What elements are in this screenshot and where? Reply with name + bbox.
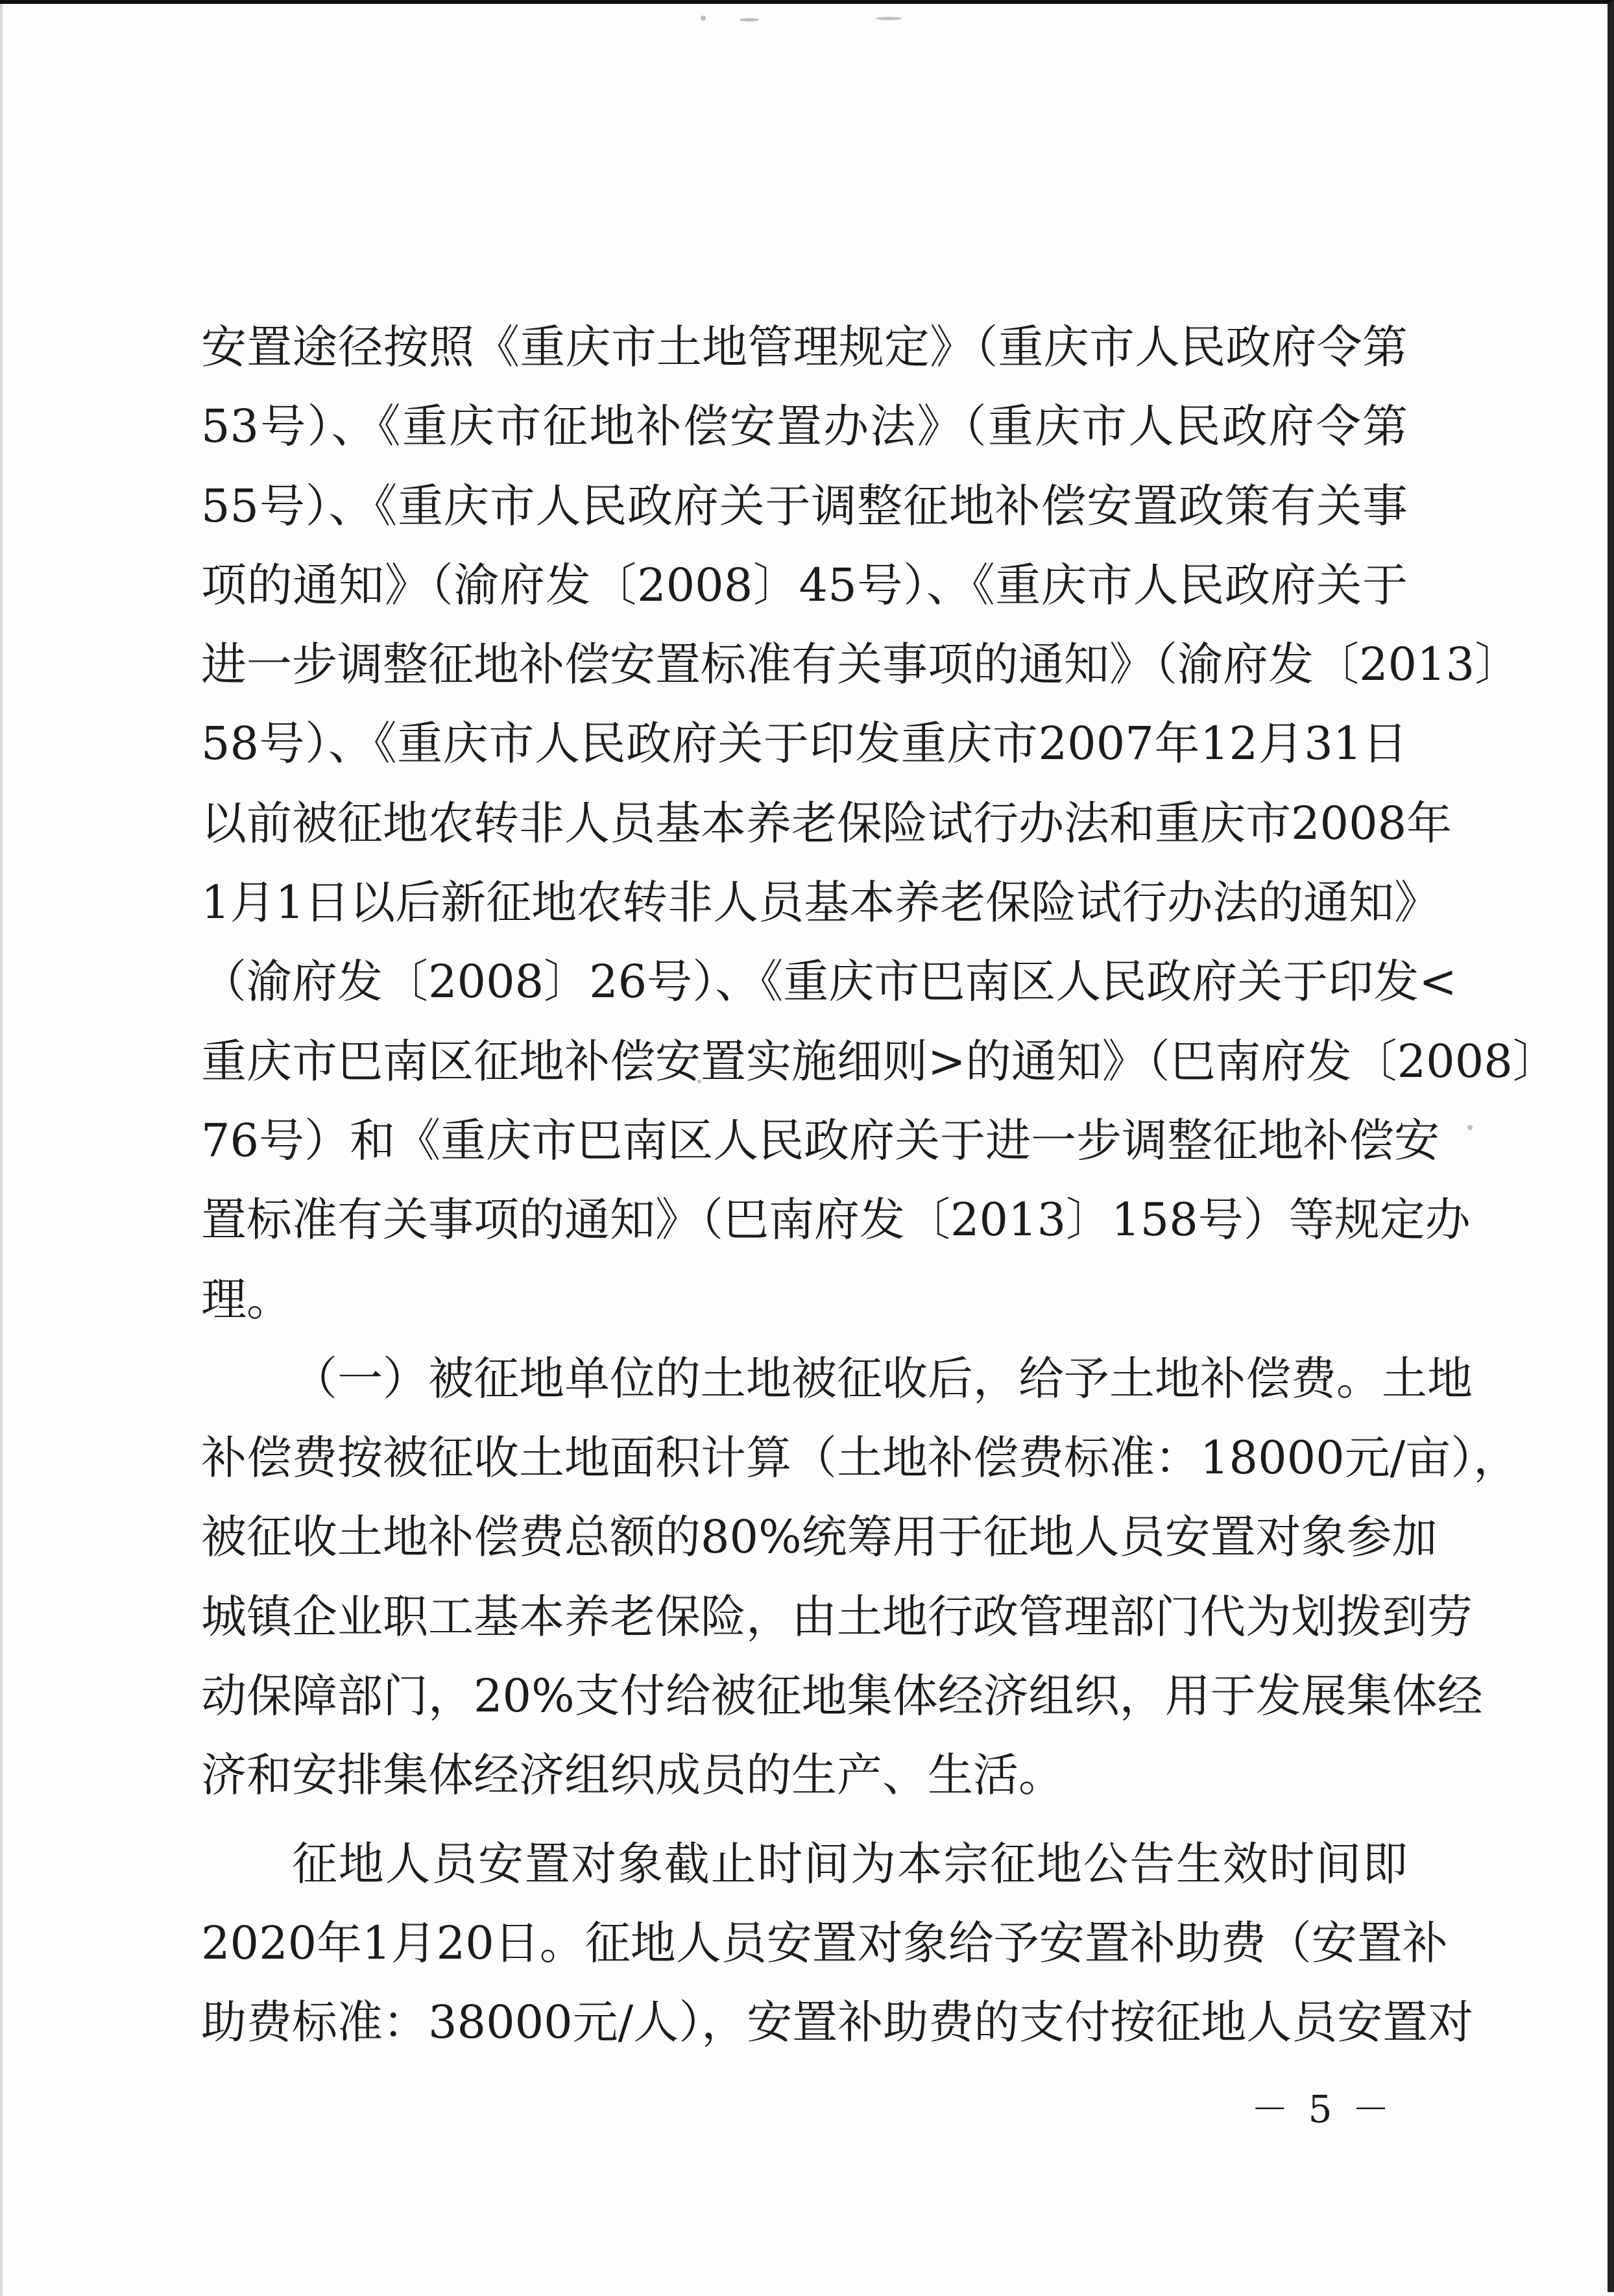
scan-edge [0, 4, 3, 2296]
paragraph-start-line: 征地人员安置对象截止时间为本宗征地公告生效时间即 [292, 1837, 1408, 1891]
scan-speck [701, 16, 706, 21]
text-line: 53号）、《重庆市征地补偿安置办法》（重庆市人民政府令第 [201, 400, 1408, 453]
text-line: 55号）、《重庆市人民政府关于调整征地补偿安置政策有关事 [201, 479, 1408, 533]
text-line: 补偿费按被征收土地面积计算（土地补偿费标准：18000元/亩）， [201, 1431, 1519, 1485]
text-line: 1月1日以后新征地农转非人员基本养老保险试行办法的通知》 [201, 876, 1440, 930]
text-line: 理。 [201, 1272, 292, 1326]
text-line: 动保障部门，20%支付给被征地集体经济组织，用于发展集体经 [201, 1669, 1483, 1723]
scan-speck [876, 17, 902, 20]
text-line: 项的通知》（渝府发〔2008〕45号）、《重庆市人民政府关于 [201, 558, 1408, 612]
text-line: 进一步调整征地补偿安置标准有关事项的通知》（渝府发〔2013〕 [201, 638, 1521, 692]
text-line: 以前被征地农转非人员基本养老保险试行办法和重庆市2008年 [201, 796, 1452, 850]
page-number: － 5 － [1251, 2087, 1393, 2131]
text-line: 城镇企业职工基本养老保险，由土地行政管理部门代为划拨到劳 [201, 1589, 1473, 1643]
text-line: 置标准有关事项的通知》（巴南府发〔2013〕158号）等规定办 [201, 1193, 1471, 1247]
paragraph-start-line: （一）被征地单位的土地被征收后，给予土地补偿费。土地 [292, 1351, 1473, 1405]
text-line: 助费标准：38000元/人），安置补助费的支付按征地人员安置对 [201, 1996, 1474, 2049]
text-line: 重庆市巴南区征地补偿安置实施细则>的通知》（巴南府发〔2008〕 [201, 1034, 1558, 1088]
text-line: 2020年1月20日。征地人员安置对象给予安置补助费（安置补 [201, 1916, 1448, 1970]
document-body [201, 308, 1558, 2062]
text-line: 76号）和《重庆市巴南区人民政府关于进一步调整征地补偿安 [201, 1113, 1440, 1167]
text-line: （渝府发〔2008〕26号）、《重庆市巴南区人民政府关于印发< [201, 955, 1457, 1009]
scan-speck [1467, 1125, 1473, 1130]
text-line: 济和安排集体经济组织成员的生产、生活。 [201, 1748, 1064, 1802]
text-line: 被征收土地补偿费总额的80%统筹用于征地人员安置对象参加 [201, 1510, 1438, 1564]
text-line: 安置途径按照《重庆市土地管理规定》（重庆市人民政府令第 [201, 320, 1408, 374]
scan-speck [740, 18, 759, 21]
text-line: 58号）、《重庆市人民政府关于印发重庆市2007年12月31日 [201, 717, 1408, 771]
